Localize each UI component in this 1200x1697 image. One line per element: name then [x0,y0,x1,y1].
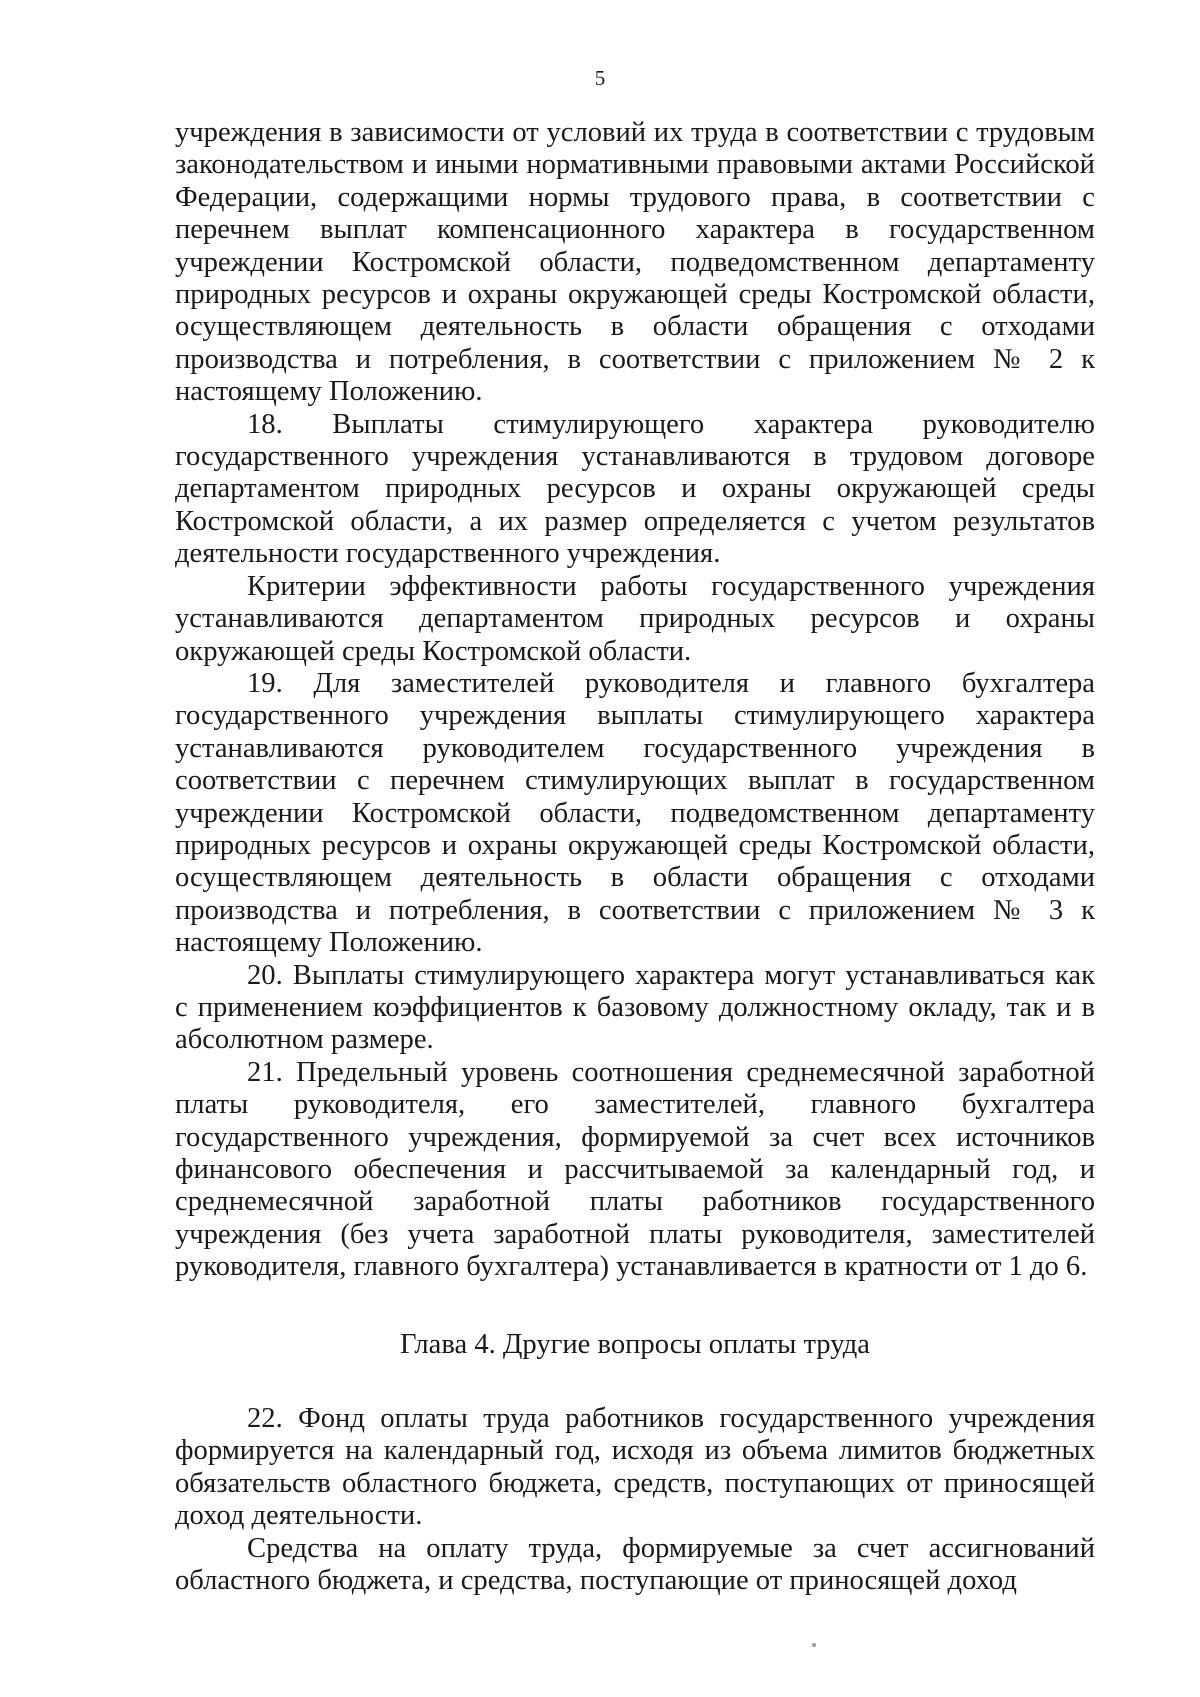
chapter-4-heading: Глава 4. Другие вопросы оплаты труда [400,1328,870,1360]
paragraph-19: 19. Для заместителей руководителя и главного бухгалтера государственного учреждения выплаты стимулирующего характера устанавливаются руководителем государственного учреждения в соответствии с перечнем стимулирующих выплат в государственном учреждении Костромской области, подведомственном департаменту природных ресурсов и охраны окружающей среды Костромской области, осуществляющем деятельность в области обращения с отходами производства и потребления, в соответствии с приложением № 3 к настоящему Положению. [175,667,1095,959]
paragraph-18-criteria: Критерии эффективности работы государственного учреждения устанавливаются департаментом природных ресурсов и охраны окружающей среды Костромской области. [175,570,1095,667]
paragraph-22-funds: Средства на оплату труда, формируемые за счет ассигнований областного бюджета, и средства, поступающие от приносящей доход [175,1532,1095,1597]
document-body [175,117,1095,1597]
paragraph-continuation: учреждения в зависимости от условий их труда в соответствии с трудовым законодательством и иными нормативными правовыми актами Российской Федерации, содержащими нормы трудового права, в соответствии с перечнем выплат компенсационного характера в государственном учреждении Костромской области, подведомственном департаменту природных ресурсов и охраны окружающей среды Костромской области, осуществляющем деятельность в области обращения с отходами производства и потребления, в соответствии с приложением № 2 к настоящему Положению. [175,117,1095,408]
scan-speck [812,1643,816,1647]
paragraph-20: 20. Выплаты стимулирующего характера могут устанавливаться как с применением коэффициентов к базовому должностному окладу, так и в абсолютном размере. [175,959,1095,1056]
paragraph-22: 22. Фонд оплаты труда работников государственного учреждения формируется на календарный год, исходя из объема лимитов бюджетных обязательств областного бюджета, средств, поступающих от приносящей доход деятельности. [175,1403,1095,1532]
paragraph-21: 21. Предельный уровень соотношения среднемесячной заработной платы руководителя, его заместителей, главного бухгалтера государственного учреждения, формируемой за счет всех источников финансового обеспечения и рассчитываемой за календарный год, и среднемесячной заработной платы работников государственного учреждения (без учета заработной платы руководителя, заместителей руководителя, главного бухгалтера) устанавливается в кратности от 1 до 6. [175,1056,1095,1283]
paragraph-18: 18. Выплаты стимулирующего характера руководителю государственного учреждения устанавливаются в трудовом договоре департаментом природных ресурсов и охраны окружающей среды Костромской области, а их размер определяется с учетом результатов деятельности государственного учреждения. [175,408,1095,570]
page-number: 5 [594,66,606,90]
